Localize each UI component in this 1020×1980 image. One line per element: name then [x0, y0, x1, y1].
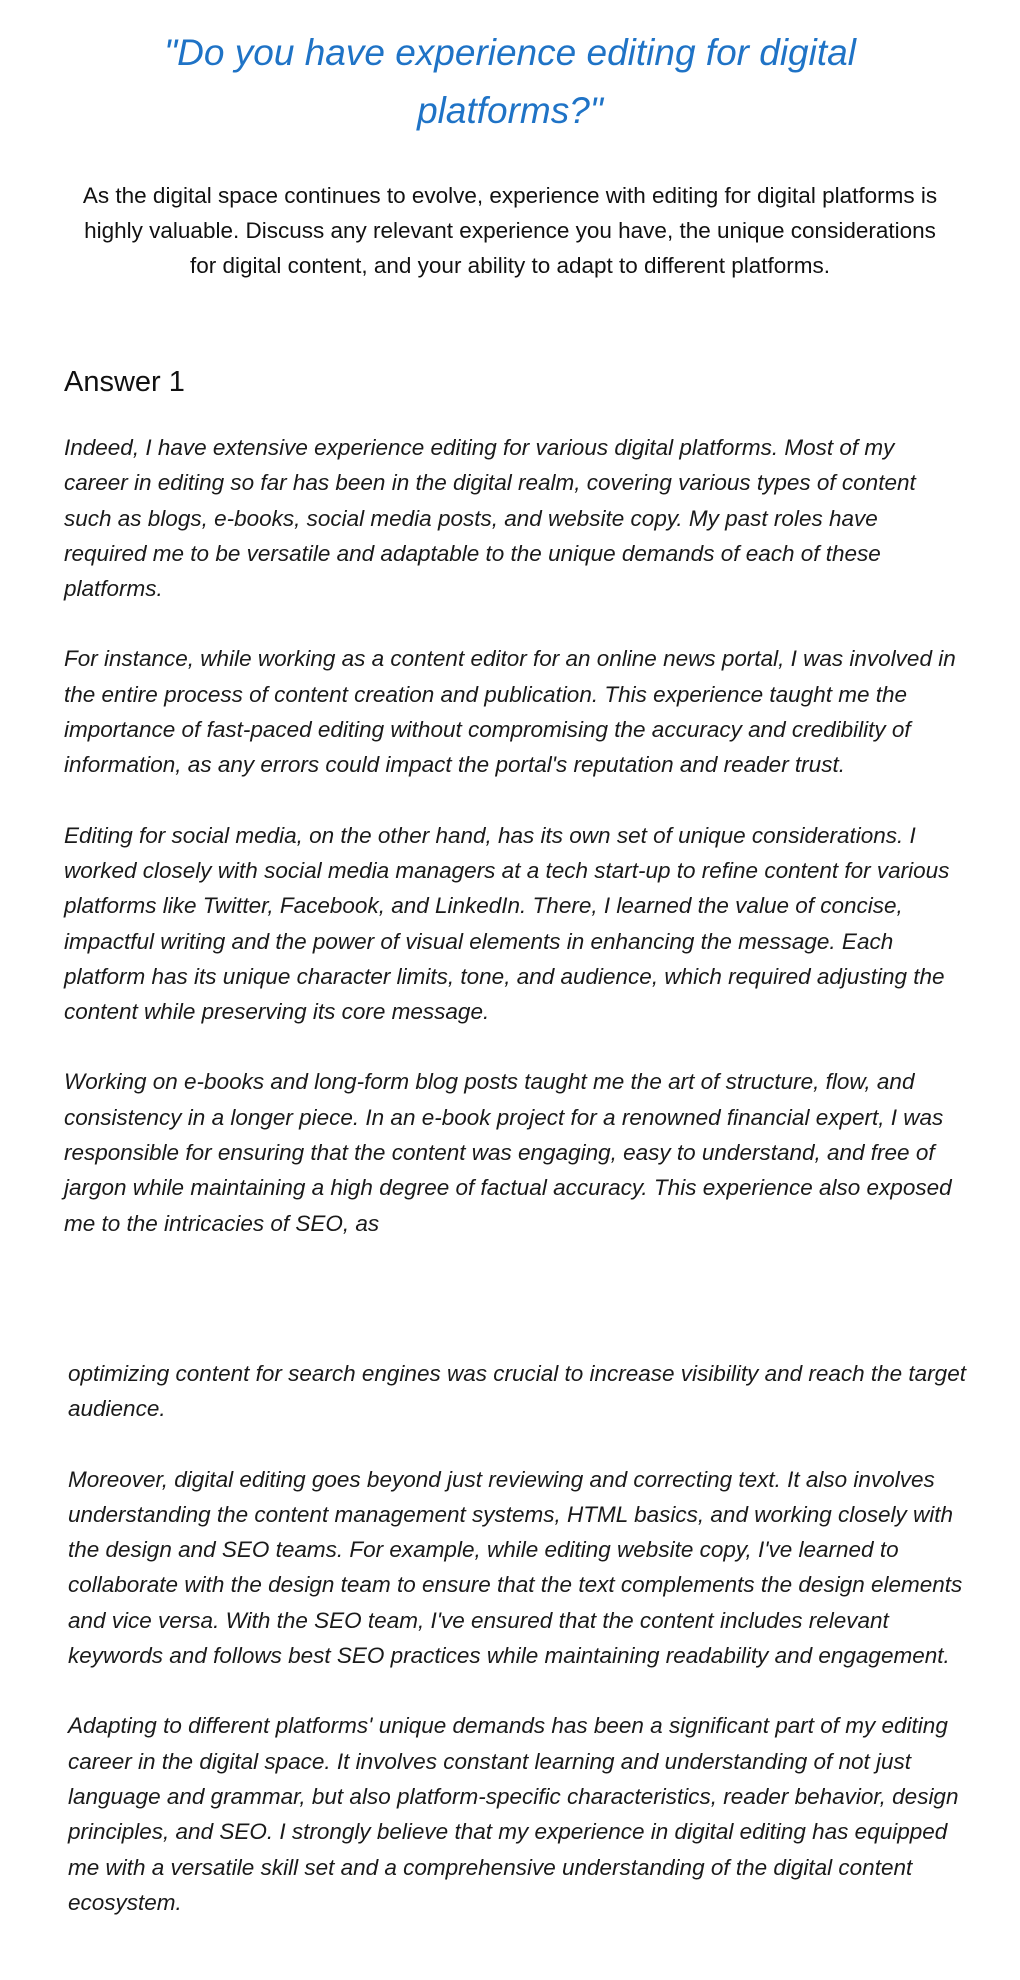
answer-heading: Answer 1: [64, 366, 185, 398]
answer-paragraph: Adapting to different platforms' unique demands has been a significant part of my editing career in the digital space. It involves constant learning and understanding of not just language and grammar, but also platform-specific characteristics, reader behavior, design principles, and SEO. I strongly believe that my experience in digital editing has equipped me with a versatile skill set and a comprehensive understanding of the digital content ecosystem.: [68, 1713, 959, 1915]
answer-paragraph: Working on e-books and long-form blog posts taught me the art of structure, flow, and consistency in a longer piece. In an e-book project for a renowned financial expert, I was responsible for ensuring that the content was engaging, easy to understand, and free of jargon while maintaining a high degree of factual accuracy. This experience also exposed me to the intricacies of SEO, as: [64, 1069, 952, 1236]
answer-paragraph: For instance, while working as a content editor for an online news portal, I was involved in the entire process of content creation and publication. This experience taught me the importance of fast-paced editing without compromising the accuracy and credibility of information, as any errors could impact the portal's reputation and reader trust.: [64, 646, 956, 778]
question-title: "Do you have experience editing for digital platforms?": [164, 32, 856, 131]
answer-body-page-2: [68, 1356, 968, 1955]
answer-paragraph: Indeed, I have extensive experience editing for various digital platforms. Most of my career in editing so far has been in the digital realm, covering various types of content such as blogs, e-books, social media posts, and website copy. My past roles have required me to be versatile and adaptable to the unique demands of each of these platforms.: [64, 435, 916, 602]
answer-paragraph: Moreover, digital editing goes beyond just reviewing and correcting text. It also involves understanding the content management systems, HTML basics, and working closely with the design and SEO teams. For example, while editing website copy, I've learned to collaborate with the design team to ensure that the text complements the design elements and vice versa. With the SEO team, I've ensured that the content includes relevant keywords and follows best SEO practices while maintaining readability and engagement.: [68, 1466, 963, 1669]
answer-body-page-1: [64, 430, 964, 1276]
answer-paragraph: optimizing content for search engines was crucial to increase visibility and reach the target audience.: [68, 1361, 966, 1422]
answer-paragraph: Editing for social media, on the other hand, has its own set of unique considerations. I worked closely with social media managers at a tech start-up to refine content for various platforms like Twitter, Facebook, and LinkedIn. There, I learned the value of concise, impactful writing and the power of visual elements in enhancing the message. Each platform has its unique character limits, tone, and audience, which required adjusting the content while preserving its core message.: [64, 822, 950, 1025]
question-description: As the digital space continues to evolve, experience with editing for digital platforms is highly valuable. Discuss any relevant experience you have, the unique considerations for digital content, and your ability to adapt to different platforms.: [82, 183, 938, 278]
